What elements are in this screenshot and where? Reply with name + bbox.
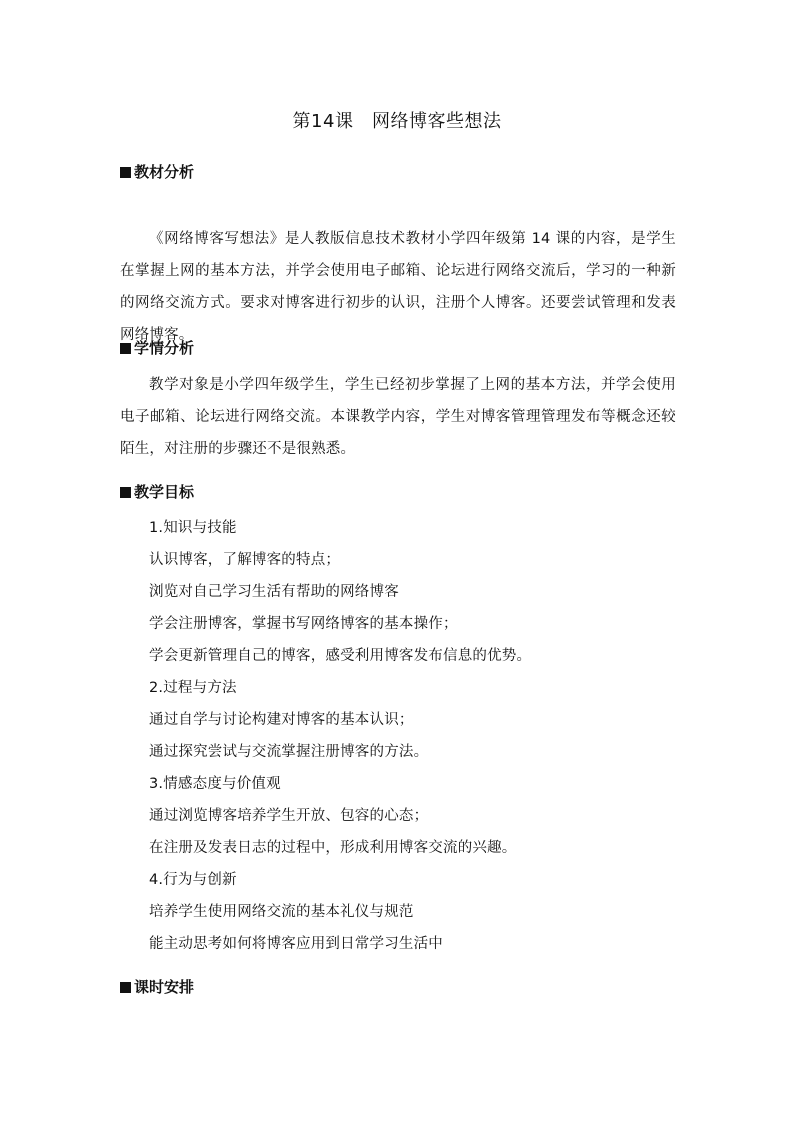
goal-line: 1.知识与技能	[149, 520, 237, 536]
goal-line: 通过探究尝试与交流掌握注册博客的方法。	[149, 744, 429, 760]
page-title: 第14课 网络博客些想法	[292, 111, 502, 132]
section-heading-material	[120, 162, 194, 182]
paragraph-material: 《网络博客写想法》是人教版信息技术教材小学四年级第 14 课的内容，是学生在掌握上网的基本方法，并学会使用电子邮箱、论坛进行网络交流后，学习的一种新的网络交流方式。要求对博客进行初步的认识，注册个人博客。还要尝试管理和发表网络博客。	[120, 231, 676, 343]
section-heading-schedule	[120, 977, 194, 997]
paragraph-learners: 教学对象是小学四年级学生，学生已经初步掌握了上网的基本方法，并学会使用电子邮箱、论坛进行网络交流。本课教学内容，学生对博客管理管理发布等概念还较陌生，对注册的步骤还不是很熟悉。	[120, 377, 676, 457]
goal-line: 通过浏览博客培养学生开放、包容的心态；	[149, 808, 429, 824]
goal-line: 培养学生使用网络交流的基本礼仪与规范	[149, 904, 414, 920]
goal-line: 学会注册博客，掌握书写网络博客的基本操作；	[149, 616, 458, 632]
section-heading-label: 教学目标	[134, 483, 195, 501]
goal-line: 在注册及发表日志的过程中，形成利用博客交流的兴趣。	[149, 840, 517, 856]
section-heading-label: 学情分析	[134, 339, 195, 357]
goal-line: 浏览对自己学习生活有帮助的网络博客	[149, 584, 399, 600]
square-bullet-icon	[120, 343, 131, 354]
goal-line: 学会更新管理自己的博客，感受利用博客发布信息的优势。	[149, 648, 532, 664]
goal-line: 认识博客，了解博客的特点；	[149, 552, 341, 568]
goal-line: 能主动思考如何将博客应用到日常学习生活中	[149, 936, 443, 952]
square-bullet-icon	[120, 167, 131, 178]
section-heading-label: 教材分析	[134, 163, 195, 181]
square-bullet-icon	[120, 982, 131, 993]
goal-line: 2.过程与方法	[149, 680, 237, 696]
goal-line: 3.情感态度与价值观	[149, 776, 281, 792]
section-heading-label: 课时安排	[134, 978, 195, 996]
goal-line: 4.行为与创新	[149, 872, 237, 888]
goal-line: 通过自学与讨论构建对博客的基本认识；	[149, 712, 414, 728]
square-bullet-icon	[120, 487, 131, 498]
section-heading-learners	[120, 338, 194, 358]
section-heading-goals	[120, 482, 194, 502]
